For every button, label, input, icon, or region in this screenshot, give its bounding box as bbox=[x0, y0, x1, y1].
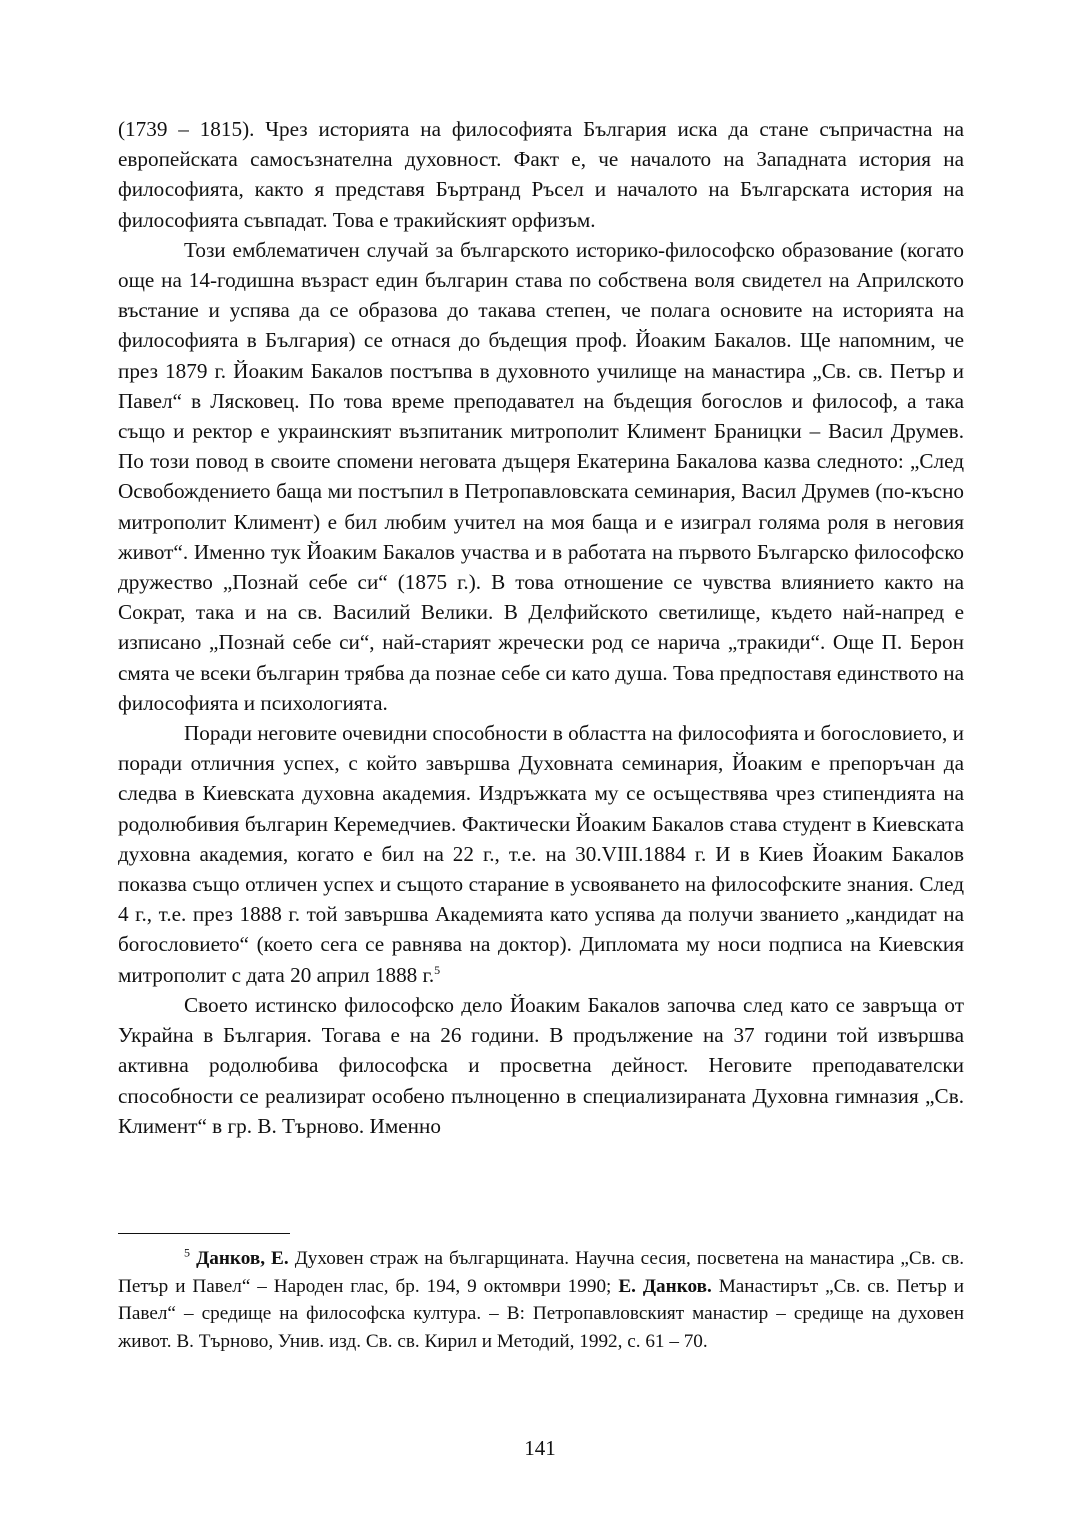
footnote-mark: 5 bbox=[184, 1245, 190, 1260]
paragraph-3-text: Поради неговите очевидни способности в областта на философията и богословието, и поради отличния успех, с който завършва Духовната семинария, Йоаким е препоръчан да следва в Киевската духовна академия. Издръжката му се осъществява чрез стипендията на родолюбивия българин Керемедчиев. Фактически Йоаким Бакалов става студент в Киевската духовна академия, когато е бил на 22 г., т.е. на 30.VIII.1884 г. И в Киев Йоаким Бакалов показва също отличен успех и същото старание в усвояването на философските знания. След 4 г., т.е. през 1888 г. той завършва Академията като успява да получи званието „кандидат на богословието“ (което сега се равнява на доктор). Дипломата му носи подписа на Киевския митрополит с дата 20 април 1888 г. bbox=[118, 721, 964, 987]
paragraph-4: Своето истинско философско дело Йоаким Бакалов започва след като се завръща от Украйна в България. Тогава е на 26 години. В продължение на 37 години той извършва активна родолюбива философска и просветна дейност. Неговите преподавателски способности се реализират особено пълноценно в специализираната Духовна гимназия „Св. Климент“ в гр. В. Търново. Именно bbox=[118, 992, 964, 1138]
footnote-divider bbox=[118, 1233, 290, 1234]
paragraph-1: (1739 – 1815). Чрез историята на философията България иска да стане съпричастна на европейската самосъзнателна духовност. Факт е, че началото на Западната история на философията, както я представя Бъртранд Ръсел и началото на Българската история на философията съвпадат. Това е тракийският орфизъм. bbox=[118, 117, 964, 232]
paragraph-3 bbox=[118, 718, 964, 990]
footnote-text-1: Духовен страж на българщината. Научна сесия, посветена на манастира „Св. св. Петър и Павел“ – Народен глас, бр. 194, 9 октомври 1990; bbox=[118, 1248, 965, 1297]
footnote-author-1: Данков, Е. bbox=[196, 1248, 289, 1269]
footnote-author-2: Е. Данков. bbox=[618, 1275, 712, 1297]
main-text bbox=[118, 114, 964, 1141]
paragraph-2: Този емблематичен случай за българското историко-философско образование (когато още на 14-годишна възраст един българин става по собствена воля свидетел на Априлското въстание и успява да се образова до такава степен, че полага основите на историята на философията в България) се отнася до бъдещия проф. Йоаким Бакалов. Ще напомним, че през 1879 г. Йоаким Бакалов постъпва в духовното училище на манастира „Св. св. Петър и Павел“ в Лясковец. По това време преподавател на бъдещия богослов и философ, а така също и ректор е украинският възпитаник митрополит Климент Браницки – Васил Друмев. По този повод в своите спомени неговата дъщеря Екатерина Бакалова казва следното: „След Освобождението баща ми постъпил в Петропавловската семинария, Васил Друмев (по-късно митрополит Климент) е бил любим учител на моя баща и е изиграл голяма роля в неговия живот“. Именно тук Йоаким Бакалов участва и в работата на първото Българско философско дружество „Познай себе си“ (1875 г.). В това отношение се чувства влиянието както на Сократ, така и на св. Василий Велики. В Делфийското светилище, където най-напред е изписано „Познай себе си“, най-старият жречески род се нарича „тракиди“. Още П. Берон смята че всеки българин трябва да познае себе си като душа. Това предпоставя единството на философията и психологията. bbox=[118, 237, 964, 715]
footnote-text-2: Манастирът „Св. св. Петър и Павел“ – средище на философска култура. – В: Петропавловският манастир – средище на духовен живот. В. Търново, Унив. изд. Св. св. Кирил и Методий, 1992, с. 61 – 70. bbox=[118, 1275, 964, 1352]
page-number: 141 bbox=[524, 1436, 556, 1460]
footnote-reference[interactable]: 5 bbox=[434, 962, 441, 977]
footnote bbox=[118, 1245, 964, 1355]
